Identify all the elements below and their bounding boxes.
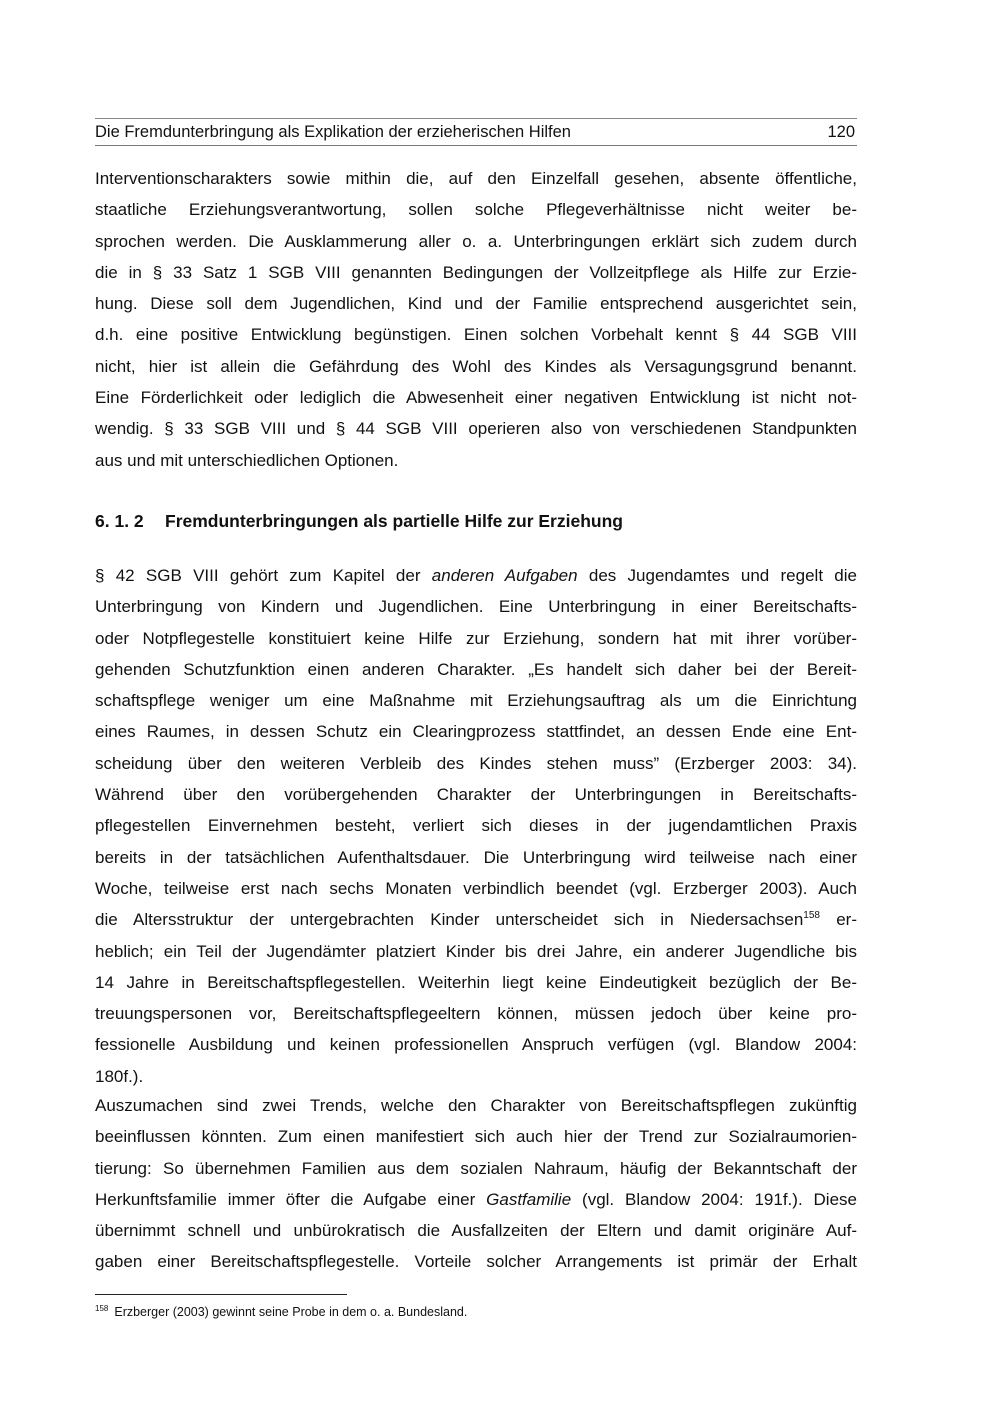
text-line: Auszumachen sind zwei Trends, welche den Charakter von Bereitschaftspflegen zukünftig	[95, 1096, 857, 1115]
text-line: übernimmt schnell und unbürokratisch die Ausfallzeiten der Eltern und damit originäre Auf-	[95, 1221, 857, 1241]
paragraph-2	[95, 560, 857, 1092]
running-header-title: Die Fremdunterbringung als Explikation der erzieherischen Hilfen	[95, 123, 571, 141]
footnote	[95, 1303, 467, 1321]
text-line: pflegestellen Einvernehmen besteht, verliert sich dieses in der jugendamtlichen Praxis	[95, 816, 857, 836]
text-line: sprochen werden. Die Ausklammerung aller o. a. Unterbringungen erklärt sich zudem durch	[95, 231, 857, 251]
footnote-separator	[95, 1294, 347, 1295]
paragraph-3	[95, 1090, 857, 1278]
section-heading	[95, 507, 623, 535]
text-line: Unterbringung von Kindern und Jugendlichen. Eine Unterbringung in einer Bereitschafts-	[95, 597, 857, 617]
paragraph-1	[95, 163, 857, 476]
text-line: bereits in der tatsächlichen Aufenthaltsdauer. Die Unterbringung wird teilweise nach einer	[95, 847, 857, 867]
header-rule-bottom	[95, 145, 857, 146]
text-line: Interventionscharakters sowie mithin die, auf den Einzelfall gesehen, absente öffentliche,	[95, 169, 857, 188]
text-run: des Jugendamtes und regelt die	[577, 566, 857, 585]
header-rule-top	[95, 118, 857, 119]
text-line: die in § 33 Satz 1 SGB VIII genannten Bedingungen der Vollzeitpflege als Hilfe zur Erzie-	[95, 262, 857, 282]
text-run: (vgl. Blandow 2004: 191f.). Diese	[571, 1189, 857, 1209]
text-run: Herkunftsfamilie immer öfter die Aufgabe einer	[95, 1189, 487, 1209]
text-line	[95, 904, 857, 935]
page-number: 120	[827, 123, 855, 141]
footnote-number: 158	[95, 1304, 109, 1313]
text-line: tierung: So übernehmen Familien aus dem sozialen Nahraum, häufig der Bekanntschaft der	[95, 1158, 857, 1178]
text-line: d.h. eine positive Entwicklung begünstigen. Einen solchen Vorbehalt kennt § 44 SGB VIII	[95, 325, 857, 345]
text-line: scheidung über den weiteren Verbleib des Kindes stehen muss” (Erzberger 2003: 34).	[95, 753, 857, 773]
text-line: Während über den vorübergehenden Charakter der Unterbringungen in Bereitschafts-	[95, 785, 857, 805]
text-line: 14 Jahre in Bereitschaftspflegestellen. Weiterhin liegt keine Eindeutigkeit bezüglich der Be-	[95, 972, 857, 992]
emphasis-text: Gastfamilie	[486, 1189, 572, 1209]
text-line: staatliche Erziehungsverantwortung, sollen solche Pflegeverhältnisse nicht weiter be-	[95, 200, 857, 220]
text-line: gehenden Schutzfunktion einen anderen Charakter. „Es handelt sich daher bei der Bereit-	[95, 659, 857, 679]
text-line: Woche, teilweise erst nach sechs Monaten verbindlich beendet (vgl. Erzberger 2003). Auch	[95, 878, 857, 898]
text-run: er-	[819, 910, 858, 930]
text-line: eines Raumes, in dessen Schutz ein Clearingprozess stattfindet, an dessen Ende eine Ent-	[95, 722, 857, 742]
section-number: 6. 1. 2	[95, 511, 144, 531]
text-run: die Altersstruktur der untergebrachten Kinder unterscheidet sich in Niedersachsen	[95, 910, 804, 930]
footnote-reference[interactable]: 158	[803, 910, 820, 922]
text-line: gaben einer Bereitschaftspflegestelle. Vorteile solcher Arrangements ist primär der Erhalt	[95, 1252, 857, 1272]
text-line: beeinflussen könnten. Zum einen manifestiert sich auch hier der Trend zur Sozialraumorien-	[95, 1127, 857, 1147]
text-line: 180f.).	[95, 1066, 144, 1086]
text-run: § 42 SGB VIII gehört zum Kapitel der	[95, 566, 432, 585]
text-line: schaftspflege weniger um eine Maßnahme mit Erziehungsauftrag als um die Einrichtung	[95, 691, 857, 711]
text-line: hung. Diese soll dem Jugendlichen, Kind und der Familie entsprechend ausgerichtet sein,	[95, 294, 857, 314]
text-line: Eine Förderlichkeit oder lediglich die Abwesenheit einer negativen Entwicklung ist nicht not-	[95, 388, 857, 408]
footnote-text: Erzberger (2003) gewinnt seine Probe in dem o. a. Bundesland.	[114, 1305, 468, 1319]
text-line: wendig. § 33 SGB VIII und § 44 SGB VIII operieren also von verschiedenen Standpunkten	[95, 419, 857, 439]
text-line: heblich; ein Teil der Jugendämter platziert Kinder bis drei Jahre, ein anderer Jugendliche bis	[95, 941, 857, 961]
text-line: nicht, hier ist allein die Gefährdung des Wohl des Kindes als Versagungsgrund benannt.	[95, 356, 857, 376]
running-header	[95, 121, 857, 143]
text-line: treuungspersonen vor, Bereitschaftspflegeeltern können, müssen jedoch über keine pro-	[95, 1004, 857, 1024]
text-line: fessionelle Ausbildung und keinen professionellen Anspruch verfügen (vgl. Blandow 2004:	[95, 1035, 857, 1055]
text-line	[95, 560, 857, 591]
text-line: aus und mit unterschiedlichen Optionen.	[95, 450, 399, 470]
section-title: Fremdunterbringungen als partielle Hilfe zur Erziehung	[165, 511, 623, 531]
emphasis-text: anderen Aufgaben	[431, 566, 578, 585]
text-line: oder Notpflegestelle konstituiert keine Hilfe zur Erziehung, sondern hat mit ihrer vorüber-	[95, 628, 857, 648]
text-line	[95, 1184, 857, 1215]
